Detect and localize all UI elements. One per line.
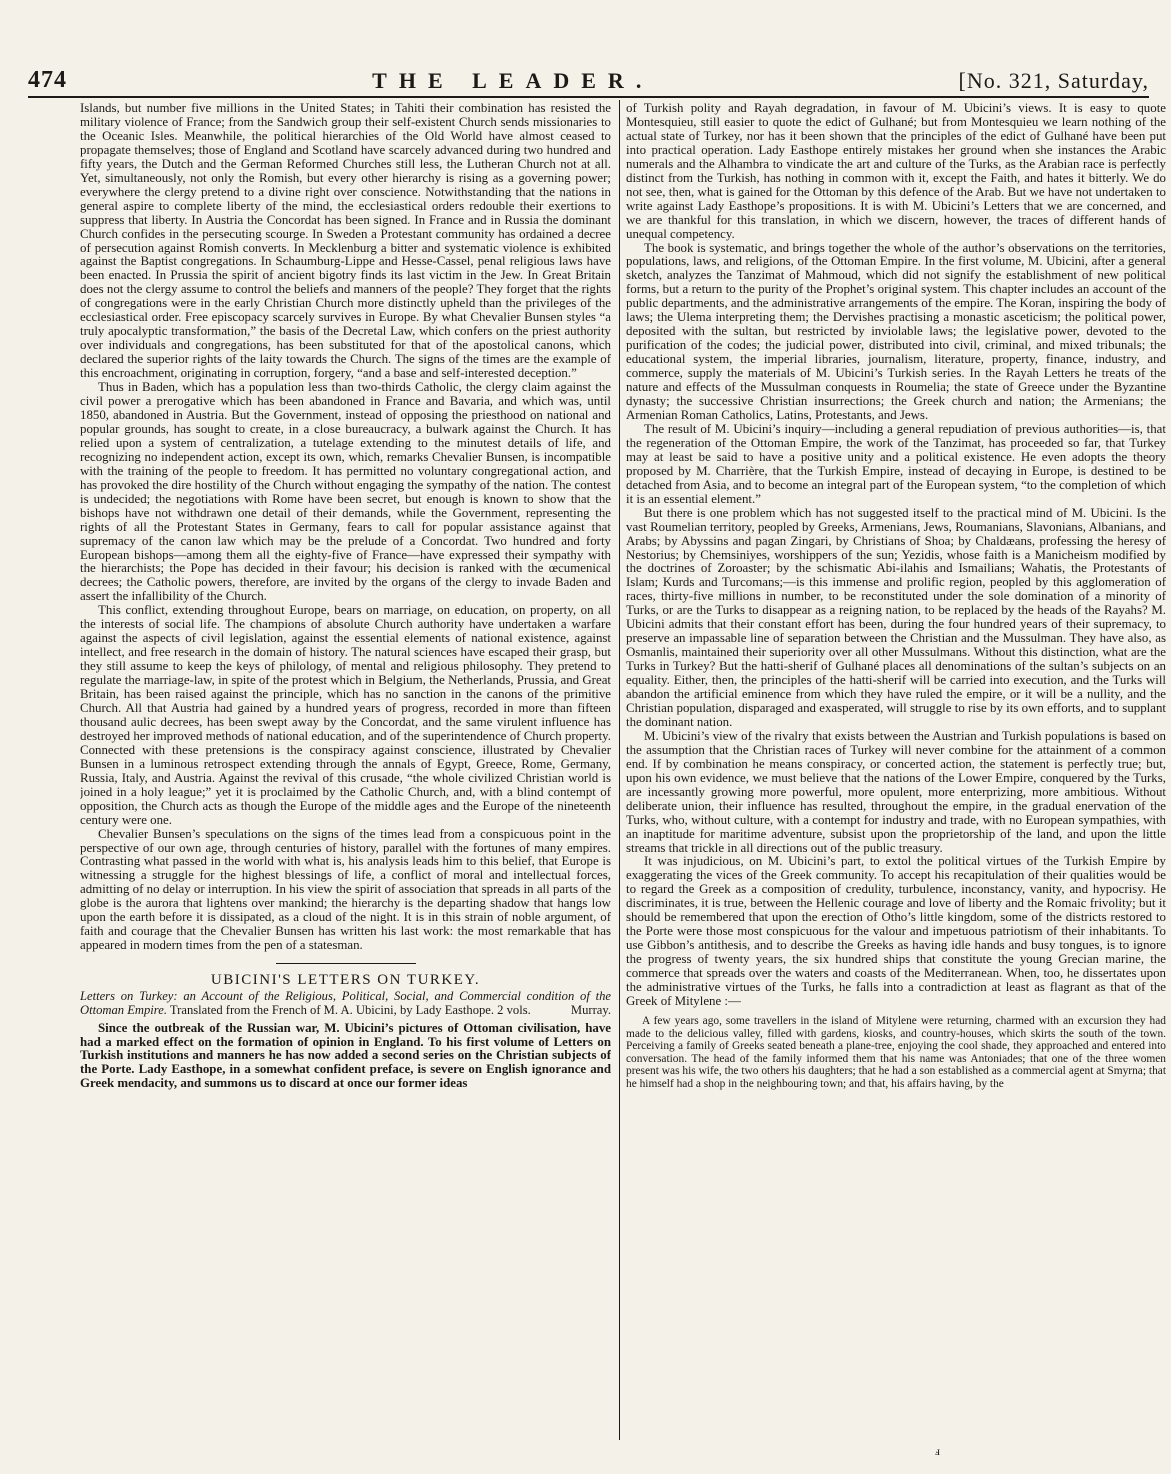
review-heading: UBICINI'S LETTERS ON TURKEY. [210, 972, 481, 989]
article-paragraph: Thus in Baden, which has a population less than two-thirds Catholic, the clergy claim against the civil power a prerogative which has been abandoned in France and Bavaria, and which was, until 1850, abandoned in Austria. But the Government, instead of opposing the priesthood on national and popular grounds, has sought to create, in a close bureaucracy, a bulwark against the Church. It has relied upon a system of centralization, a tutelage extending to the minutest details of life, and recognizing no independent action, except its own, which, remarks Chevalier Bunsen, is incompatible with the training of the people to freedom. It has permitted no voluntary congregational action, and has provoked the dire hostility of the Church without engaging the sympathy of the nation. The contest is undecided; the negotiations with Rome have been secret, but enough is known to show that the bishops have not withdrawn one detail of their demands, while the Government, representing the rights of all the Protestant States in Germany, fears to call for popular assistance against that supremacy of the canon law which may be the prelude of a Concordat. Two hundred and forty European bishops—among them all the eighty-five of France—have expressed their sympathy with the hierarchists; the Pope has decided in their favour; his decision is ranked with the œcumenical decrees; the Catholic powers, therefore, are invited by the organs of the clergy to invade Baden and assert the infallibility of the Church. [80, 380, 611, 604]
article-paragraph: Chevalier Bunsen’s speculations on the signs of the times lead from a conspicuous point in the perspective of our own age, through centuries of history, parallel with the fortunes of many empires. Contrasting what passed in the world with what is, his analysis leads him to this belief, that Europe is witnessing a struggle for the highest blessings of life, a conflict of moral and intellectual forces, admitting of no delay or interruption. In his view the spirit of association that spreads in all parts of the globe is the aurora that lightens over mankind; the hierarchy is the departing shadow that hangs low upon the earth before it is dissipated, as a cloud of the night. It is in this strain of noble argument, of faith and courage that the Chevalier Bunsen has written his last work: the most remarkable that has appeared in modern times from the pen of a statesman. [80, 826, 611, 953]
review-lead-paragraph: Since the outbreak of the Russian war, M. Ubicini’s pictures of Ottoman civilisation, have had a marked effect on the formation of opinion in England. To his first volume of Letters on Turkish institutions and manners he has now added a second series on the Christian subjects of the Porte. Lady Easthope, in a somewhat confident preface, is severe on English ignorance and Greek mendacity, and summons us to discard at once our former ideas [80, 1020, 611, 1091]
article-paragraph: The result of M. Ubicini’s inquiry—including a general repudiation of previous authorities—is, that the regeneration of the Ottoman Empire, the work of the Tanzimat, has proceeded so far, that Turkey may at least be said to have a positive unity and a political existence. He even adopts the theory proposed by M. Charrière, that the Turkish Empire, instead of decaying in Europe, is destined to be detached from Asia, and to become an integral part of the European system, “to the completion of which it is an essential element.” [626, 421, 1166, 506]
running-head [28, 58, 1149, 92]
header-rule [28, 96, 1149, 98]
left-column [80, 102, 611, 1442]
section-divider [276, 963, 416, 964]
article-paragraph: Islands, but number five millions in the United States; in Tahiti their combination has resisted the military violence of France; from the Sandwich group their self-existent Church sends missionaries to the Oceanic Isles. Meanwhile, the political hierarchies of the Old World have almost ceased to propagate themselves; those of England and Scotland have scarcely advanced during two hundred and fifty years, the Dutch and the German Reformed Churches still less, the Lutheran Church not at all. Yet, simultaneously, not only the Romish, but every other hierarchy is rising as a governing power; everywhere the clergy pretend to a divine right over conscience. Notwithstanding that the nations in general aspire to complete liberty of the mind, the ecclesiastical orders redouble their exertions to suppress that liberty. In Austria the Concordat has been signed. In France and in Russia the dominant Church confides in the persecuting scourge. In Sweden a Protestant community has ordained a decree of persecution against Romish converts. In Mecklenburg a bitter and systematic violence is exhibited against the Baptist congregations. In Schaumburg-Lippe and Hesse-Cassel, penal religious laws have been enacted. In Prussia the spirit of ancient bigotry finds its last victim in the Jew. In Great Britain does not the clergy assume to control the beliefs and manners of the people? They forget that the rights of congregations were in the early Christian Church more distinctly upheld than the privileges of the ecclesiastical order. Free episcopacy scarcely survives in Europe. By what Chevalier Bunsen styles “a truly apocalyptic transformation,” the basis of the Decretal Law, which confers on the priest authority over individuals and congregations, has been substituted for that of the apostolical canons, which declared the superior rights of the laity towards the Church. The signs of the times are the example of this encroachment, originating in corruption, forgery, “and a base and self-interested deception.” [80, 102, 611, 381]
article-paragraph: of Turkish polity and Rayah degradation, in favour of M. Ubicini’s views. It is easy to quote Montesquieu, still easier to quote the edict of Gulhané; but from Montesquieu we learn nothing of the actual state of Turkey, nor has it been shown that the principles of the edict of Gulhané have been put into practical operation. Lady Easthope entirely mistakes her ground when she instances the Arabic numerals and the Alhambra to vindicate the art and culture of the Turks, as the Arabian race is perfectly distinct from the Turkish, has nothing in common with it, except the Faith, and hates it bitterly. We do not see, then, what is gained for the Ottoman by this defence of the Arab. But we have not undertaken to write against Lady Easthope’s propositions. It is with M. Ubicini’s Letters that we are concerned, and we are thankful for this translation, in which we discern, however, the traces of different hands of unequal competency. [626, 102, 1166, 241]
article-paragraph: This conflict, extending throughout Europe, bears on marriage, on education, on property, on all the interests of social life. The champions of absolute Church authority have undertaken a warfare against the aspects of civil legislation, against the essential elements of national existence, against intellect, and free research in the domain of history. The natural sciences have escaped their grasp, but they still assume to keep the keys of philology, of mental and religious philosophy. They pretend to regulate the marriage-law, in spite of the protest which in Belgium, the Netherlands, Prussia, and Great Britain, has been raised against the principle, which has no sanction in the canons of the primitive Church. All that Austria had gained by a hundred years of progress, recorded in more than fifteen thousand aulic decrees, has been swept away by the Concordat, and the same virulent influence has destroyed her improved methods of national education, and of the superintendence of Church property. Connected with these pretensions is the conspiracy against conscience, illustrated by Chevalier Bunsen in a luminous retrospect extending through the annals of Egypt, Greece, Rome, Germany, Russia, Italy, and Austria. Against the revival of this crusade, “the whole civilized Christian world is joined in a holy league;” yet it is proclaimed by the Catholic Church, and, with a blind contempt of opposition, the Church acts as though the Europe of the middle ages and the Europe of the nineteenth century were one. [80, 603, 611, 827]
extract-paragraph: A few years ago, some travellers in the island of Mitylene were returning, charmed with an excursion they had made to the delicious valley, filled with gardens, kiosks, and country-houses, which skirts the south of the town. Perceiving a family of Greeks seated beneath a plane-tree, enjoying the cool shade, they approached and entered into conversation. The head of the family informed them that his name was Antoniades; that one of the three women present was his wife, the two others his daughters; that he had a son established as a commercial agent at Smyrna; that he himself had a shop in the neighbouring town; and that, his affairs having, by the [626, 1014, 1166, 1090]
page-number: 474 [28, 67, 67, 93]
book-title: Letters on Turkey: an Account of the Religious, Political, Social, and Commercial condition of the Ottoman Empire. [80, 989, 611, 1017]
masthead-title: THE LEADER. [372, 68, 654, 93]
article-paragraph: M. Ubicini’s view of the rivalry that exists between the Austrian and Turkish populations is based on the assumption that the Christian races of Turkey will never combine for the attainment of a common end. If by combination he means conspiracy, or concerted action, the statement is perfectly true; but, upon his own evidence, we must believe that the nations of the Lower Empire, conquered by the Turks, are incessantly growing more powerful, more opulent, more enterprizing, more ambitious. Without deliberate union, their influence has resulted, throughout the empire, in the gradual enervation of the Turks, who, without culture, with a contempt for industry and trade, with no European sympathies, with an inaptitude for maritime adventure, subsist upon the proprietorship of the land, and upon the little streams that trickle in all directions out of the public treasury. [626, 728, 1166, 855]
article-paragraph: It was injudicious, on M. Ubicini’s part, to extol the political virtues of the Turkish Empire by exaggerating the vices of the Greek community. To accept his recapitulation of their qualities would be to regard the Greek as a composition of credulity, turbulence, inconstancy, vanity, and hypocrisy. He discriminates, it is true, between the Hellenic courage and love of liberty and the Romaic frivolity; but it should be remembered that upon the erection of Otho’s little kingdom, some of the districts restored to the Porte were those most conspicuous for the valour and impetuous patriotism of their inhabitants. To use Gibbon’s antithesis, and to describe the Greeks as having idle hands and busy tongues, is to ignore the progress of twenty years, the six hundred ships that constitute the young Grecian marine, the commerce that spreads over the waters and coasts of the Mediterranean. When, too, he dissertates upon the administrative virtues of the Turks, he falls into a contradiction at least as flagrant as that of the Greek of Mitylene :— [626, 854, 1166, 1008]
quoted-extract [626, 1015, 1166, 1090]
right-column [626, 102, 1166, 1442]
book-details: Translated from the French of M. A. Ubicini, by Lady Easthope. 2 vols. [169, 1002, 531, 1017]
review-bibliography [80, 990, 611, 1017]
publisher-name: Murray. [570, 1002, 611, 1017]
article-paragraph: The book is systematic, and brings together the whole of the author’s observations on the territories, populations, laws, and religions, of the Ottoman Empire. In the first volume, M. Ubicini, after a general sketch, analyzes the Tanzimat of Mahmoud, which did not signify the establishment of new political forms, but a return to the purity of the Prophet’s original system. This chapter includes an account of the public departments, and the administrative arrangements of the empire. The Koran, inspiring the body of laws; the Ulema interpreting them; the Dervishes practising a monastic asceticism; the political power, deposited with the sultan, but restricted by inviolable laws; the legislative power, devoted to the purification of the codes; the judicial power, distributed into civil, criminal, and mixed tribunals; the educational system, the imperial libraries, journalism, literature, property, finance, industry, and commerce, supply the materials of M. Ubicini’s Turkish series. In the Rayah Letters he treats of the nature and effects of the Mussulman conquests in Roumelia; the state of Greece under the Byzantine dynasty; the successive Christian insurrections; the Greek church and nation; the Armenians; the Armenian Roman Catholics, Latins, Protestants, and Jews. [626, 240, 1166, 422]
issue-label: [No. 321, Saturday, [958, 68, 1149, 93]
article-paragraph: But there is one problem which has not suggested itself to the practical mind of M. Ubicini. Is the vast Roumelian territory, peopled by Greeks, Armenians, Jews, Roumanians, Slavonians, Albanians, and Arabs; by Abyssins and pagan Zingari, by Christians of Shoa; by Chaldæans, professing the heresy of Nestorius; by Chemsiniyes, worshippers of the sun; Yezidis, whose faith is a Manicheism modified by the doctrines of Zoroaster; by the schismatic Abi-ilahis and Ismailians; Wahatis, the Protestants of Islam; Kurds and Turcomans;—is this immense and prolific region, peopled by this agglomeration of races, thirty-five millions in number, to be reconstituted under the sole domination of a minority of Turks, or are the Turks to disappear as a reigning nation, to be replaced by the heads of the Rayahs? M. Ubicini admits that their constant effort has been, during the four hundred years of their supremacy, to preserve an impassable line of separation between the Christian and the Mussulman. They have also, as Osmanlis, maintained their superiority over all other Mussulmans. Without this distinction, what are the Turks in Turkey? But the hatti-sherif of Gulhané places all denominations of the sultan’s subjects on an equality. Either, then, the principles of the hatti-sherif will be carried into execution, and the Turks will abandon the artificial eminence from which they have ruled the empire, or it will be a nullity, and the Christian population, disparaged and exasperated, will struggle to rise by its own efforts, and to supplant the dominant nation. [626, 505, 1166, 729]
column-rule [619, 100, 620, 1440]
printer-mark: ⅎ [935, 1444, 940, 1458]
